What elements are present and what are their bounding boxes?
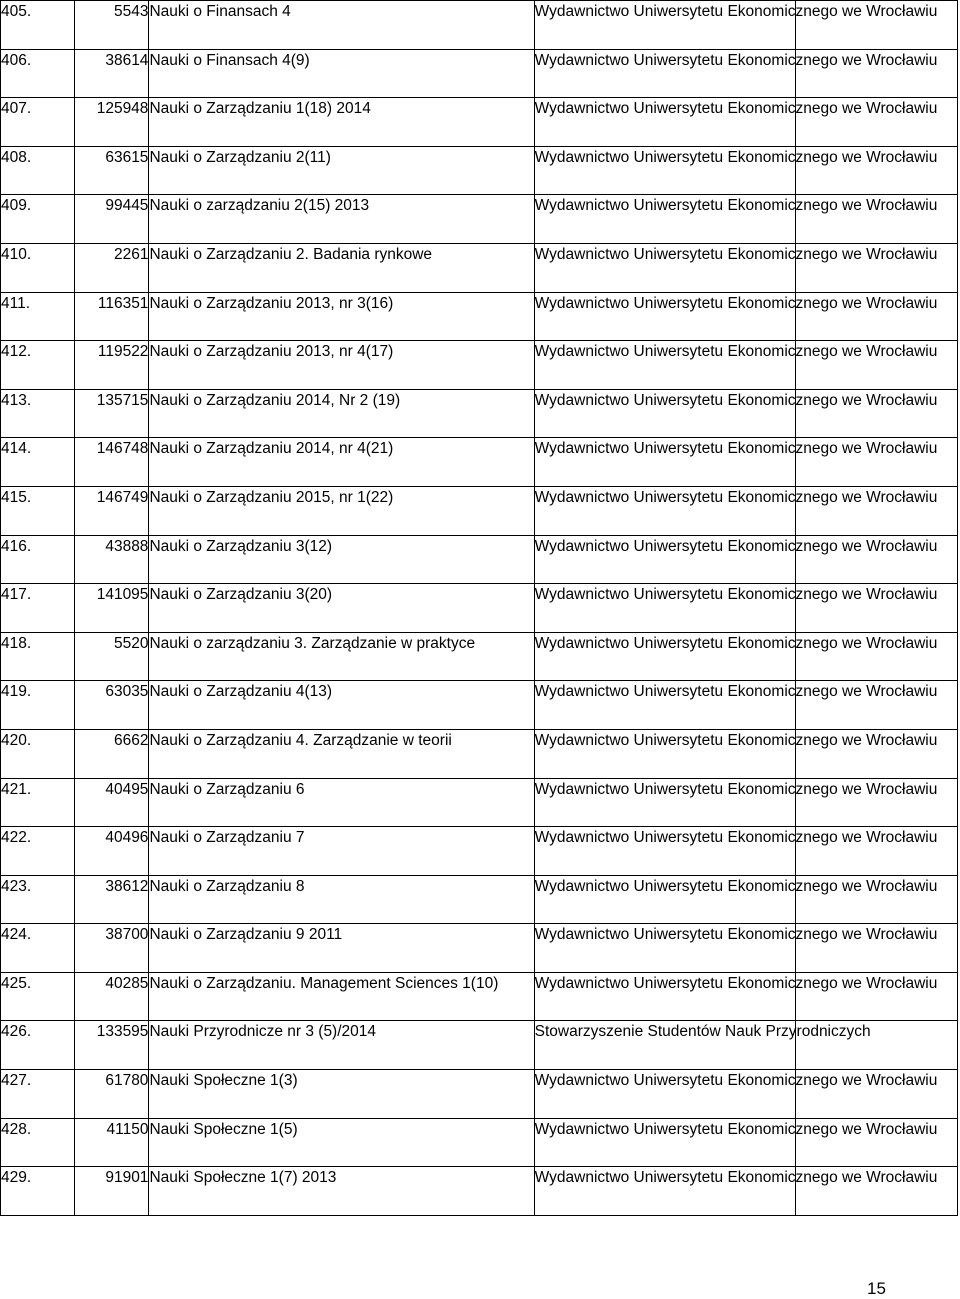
row-number: 422.: [1, 827, 75, 876]
record-id: 38612: [75, 875, 149, 924]
publisher-name: Wydawnictwo Uniwersytetu Ekonomicznego we Wrocławiu: [534, 778, 796, 827]
table-row: [1, 341, 958, 390]
publisher-name: Wydawnictwo Uniwersytetu Ekonomicznego we Wrocławiu: [534, 98, 796, 147]
row-number: 413.: [1, 389, 75, 438]
publisher-name: Wydawnictwo Uniwersytetu Ekonomicznego we Wrocławiu: [534, 681, 796, 730]
row-number: 423.: [1, 875, 75, 924]
record-id: 91901: [75, 1167, 149, 1216]
journal-title: Nauki o Finansach 4: [149, 1, 534, 50]
row-number: 409.: [1, 195, 75, 244]
row-number: 420.: [1, 729, 75, 778]
publisher-name: Stowarzyszenie Studentów Nauk Przyrodniczych: [534, 1021, 796, 1070]
record-id: 38614: [75, 49, 149, 98]
publisher-name: Wydawnictwo Uniwersytetu Ekonomicznego we Wrocławiu: [534, 729, 796, 778]
journal-title: Nauki o Finansach 4(9): [149, 49, 534, 98]
row-number: 417.: [1, 584, 75, 633]
record-id: 40496: [75, 827, 149, 876]
table-row: [1, 632, 958, 681]
journal-title: Nauki o Zarządzaniu 2. Badania rynkowe: [149, 243, 534, 292]
journal-title: Nauki Społeczne 1(3): [149, 1070, 534, 1119]
journal-title: Nauki Społeczne 1(7) 2013: [149, 1167, 534, 1216]
record-id: 6662: [75, 729, 149, 778]
record-id: 63615: [75, 146, 149, 195]
journal-title: Nauki o Zarządzaniu 3(20): [149, 584, 534, 633]
row-number: 416.: [1, 535, 75, 584]
row-number: 406.: [1, 49, 75, 98]
publisher-name: Wydawnictwo Uniwersytetu Ekonomicznego we Wrocławiu: [534, 827, 796, 876]
publisher-name: Wydawnictwo Uniwersytetu Ekonomicznego we Wrocławiu: [534, 243, 796, 292]
row-number: 407.: [1, 98, 75, 147]
publisher-name: Wydawnictwo Uniwersytetu Ekonomicznego we Wrocławiu: [534, 1070, 796, 1119]
row-number: 421.: [1, 778, 75, 827]
table-row: [1, 584, 958, 633]
row-number: 411.: [1, 292, 75, 341]
journal-title: Nauki o Zarządzaniu 3(12): [149, 535, 534, 584]
record-id: 5520: [75, 632, 149, 681]
record-id: 135715: [75, 389, 149, 438]
record-id: 5543: [75, 1, 149, 50]
table-row: [1, 972, 958, 1021]
table-row: [1, 49, 958, 98]
row-number: 427.: [1, 1070, 75, 1119]
journal-title: Nauki o Zarządzaniu 6: [149, 778, 534, 827]
row-number: 426.: [1, 1021, 75, 1070]
publisher-name: Wydawnictwo Uniwersytetu Ekonomicznego we Wrocławiu: [534, 584, 796, 633]
journal-title: Nauki Przyrodnicze nr 3 (5)/2014: [149, 1021, 534, 1070]
journal-list-body: [1, 1, 958, 1216]
journal-title: Nauki o Zarządzaniu 4(13): [149, 681, 534, 730]
row-number: 414.: [1, 438, 75, 487]
journal-title: Nauki o zarządzaniu 2(15) 2013: [149, 195, 534, 244]
record-id: 40495: [75, 778, 149, 827]
row-number: 428.: [1, 1118, 75, 1167]
row-number: 410.: [1, 243, 75, 292]
row-number: 425.: [1, 972, 75, 1021]
table-row: [1, 146, 958, 195]
publisher-name: Wydawnictwo Uniwersytetu Ekonomicznego we Wrocławiu: [534, 292, 796, 341]
record-id: 119522: [75, 341, 149, 390]
table-row: [1, 535, 958, 584]
journal-title: Nauki o Zarządzaniu 2014, Nr 2 (19): [149, 389, 534, 438]
publisher-name: Wydawnictwo Uniwersytetu Ekonomicznego we Wrocławiu: [534, 924, 796, 973]
journal-title: Nauki o zarządzaniu 3. Zarządzanie w praktyce: [149, 632, 534, 681]
journal-title: Nauki o Zarządzaniu 2013, nr 3(16): [149, 292, 534, 341]
record-id: 99445: [75, 195, 149, 244]
journal-title: Nauki o Zarządzaniu 2013, nr 4(17): [149, 341, 534, 390]
publisher-name: Wydawnictwo Uniwersytetu Ekonomicznego we Wrocławiu: [534, 438, 796, 487]
row-number: 408.: [1, 146, 75, 195]
table-row: [1, 243, 958, 292]
record-id: 40285: [75, 972, 149, 1021]
table-row: [1, 292, 958, 341]
publisher-name: Wydawnictwo Uniwersytetu Ekonomicznego we Wrocławiu: [534, 389, 796, 438]
table-row: [1, 1167, 958, 1216]
record-id: 116351: [75, 292, 149, 341]
record-id: 125948: [75, 98, 149, 147]
record-id: 61780: [75, 1070, 149, 1119]
table-row: [1, 681, 958, 730]
row-number: 419.: [1, 681, 75, 730]
journal-title: Nauki o Zarządzaniu 9 2011: [149, 924, 534, 973]
row-number: 415.: [1, 486, 75, 535]
table-row: [1, 195, 958, 244]
record-id: 146749: [75, 486, 149, 535]
row-number: 412.: [1, 341, 75, 390]
table-row: [1, 389, 958, 438]
table-row: [1, 98, 958, 147]
table-row: [1, 827, 958, 876]
journal-title: Nauki o Zarządzaniu 2(11): [149, 146, 534, 195]
record-id: 41150: [75, 1118, 149, 1167]
publisher-name: Wydawnictwo Uniwersytetu Ekonomicznego we Wrocławiu: [534, 535, 796, 584]
journal-title: Nauki Społeczne 1(5): [149, 1118, 534, 1167]
table-row: [1, 438, 958, 487]
record-id: 133595: [75, 1021, 149, 1070]
row-number: 405.: [1, 1, 75, 50]
record-id: 38700: [75, 924, 149, 973]
publisher-name: Wydawnictwo Uniwersytetu Ekonomicznego we Wrocławiu: [534, 632, 796, 681]
row-number: 429.: [1, 1167, 75, 1216]
table-row: [1, 875, 958, 924]
table-row: [1, 729, 958, 778]
table-row: [1, 1021, 958, 1070]
publisher-name: Wydawnictwo Uniwersytetu Ekonomicznego we Wrocławiu: [534, 875, 796, 924]
table-row: [1, 778, 958, 827]
publisher-name: Wydawnictwo Uniwersytetu Ekonomicznego we Wrocławiu: [534, 195, 796, 244]
record-id: 2261: [75, 243, 149, 292]
table-row: [1, 1, 958, 50]
publisher-name: Wydawnictwo Uniwersytetu Ekonomicznego we Wrocławiu: [534, 1118, 796, 1167]
journal-title: Nauki o Zarządzaniu 7: [149, 827, 534, 876]
journal-title: Nauki o Zarządzaniu 4. Zarządzanie w teorii: [149, 729, 534, 778]
journal-title: Nauki o Zarządzaniu 8: [149, 875, 534, 924]
table-row: [1, 924, 958, 973]
row-number: 418.: [1, 632, 75, 681]
record-id: 43888: [75, 535, 149, 584]
publisher-name: Wydawnictwo Uniwersytetu Ekonomicznego we Wrocławiu: [534, 49, 796, 98]
journal-title: Nauki o Zarządzaniu 1(18) 2014: [149, 98, 534, 147]
publisher-name: Wydawnictwo Uniwersytetu Ekonomicznego we Wrocławiu: [534, 341, 796, 390]
journal-title: Nauki o Zarządzaniu. Management Sciences 1(10): [149, 972, 534, 1021]
record-id: 63035: [75, 681, 149, 730]
table-row: [1, 486, 958, 535]
journal-title: Nauki o Zarządzaniu 2014, nr 4(21): [149, 438, 534, 487]
publisher-name: Wydawnictwo Uniwersytetu Ekonomicznego we Wrocławiu: [534, 486, 796, 535]
publisher-name: Wydawnictwo Uniwersytetu Ekonomicznego we Wrocławiu: [534, 146, 796, 195]
publisher-name: Wydawnictwo Uniwersytetu Ekonomicznego we Wrocławiu: [534, 972, 796, 1021]
record-id: 141095: [75, 584, 149, 633]
publisher-name: Wydawnictwo Uniwersytetu Ekonomicznego we Wrocławiu: [534, 1, 796, 50]
table-row: [1, 1118, 958, 1167]
journal-title: Nauki o Zarządzaniu 2015, nr 1(22): [149, 486, 534, 535]
row-number: 424.: [1, 924, 75, 973]
record-id: 146748: [75, 438, 149, 487]
page-number: 15: [867, 1279, 886, 1298]
publisher-name: Wydawnictwo Uniwersytetu Ekonomicznego we Wrocławiu: [534, 1167, 796, 1216]
table-row: [1, 1070, 958, 1119]
